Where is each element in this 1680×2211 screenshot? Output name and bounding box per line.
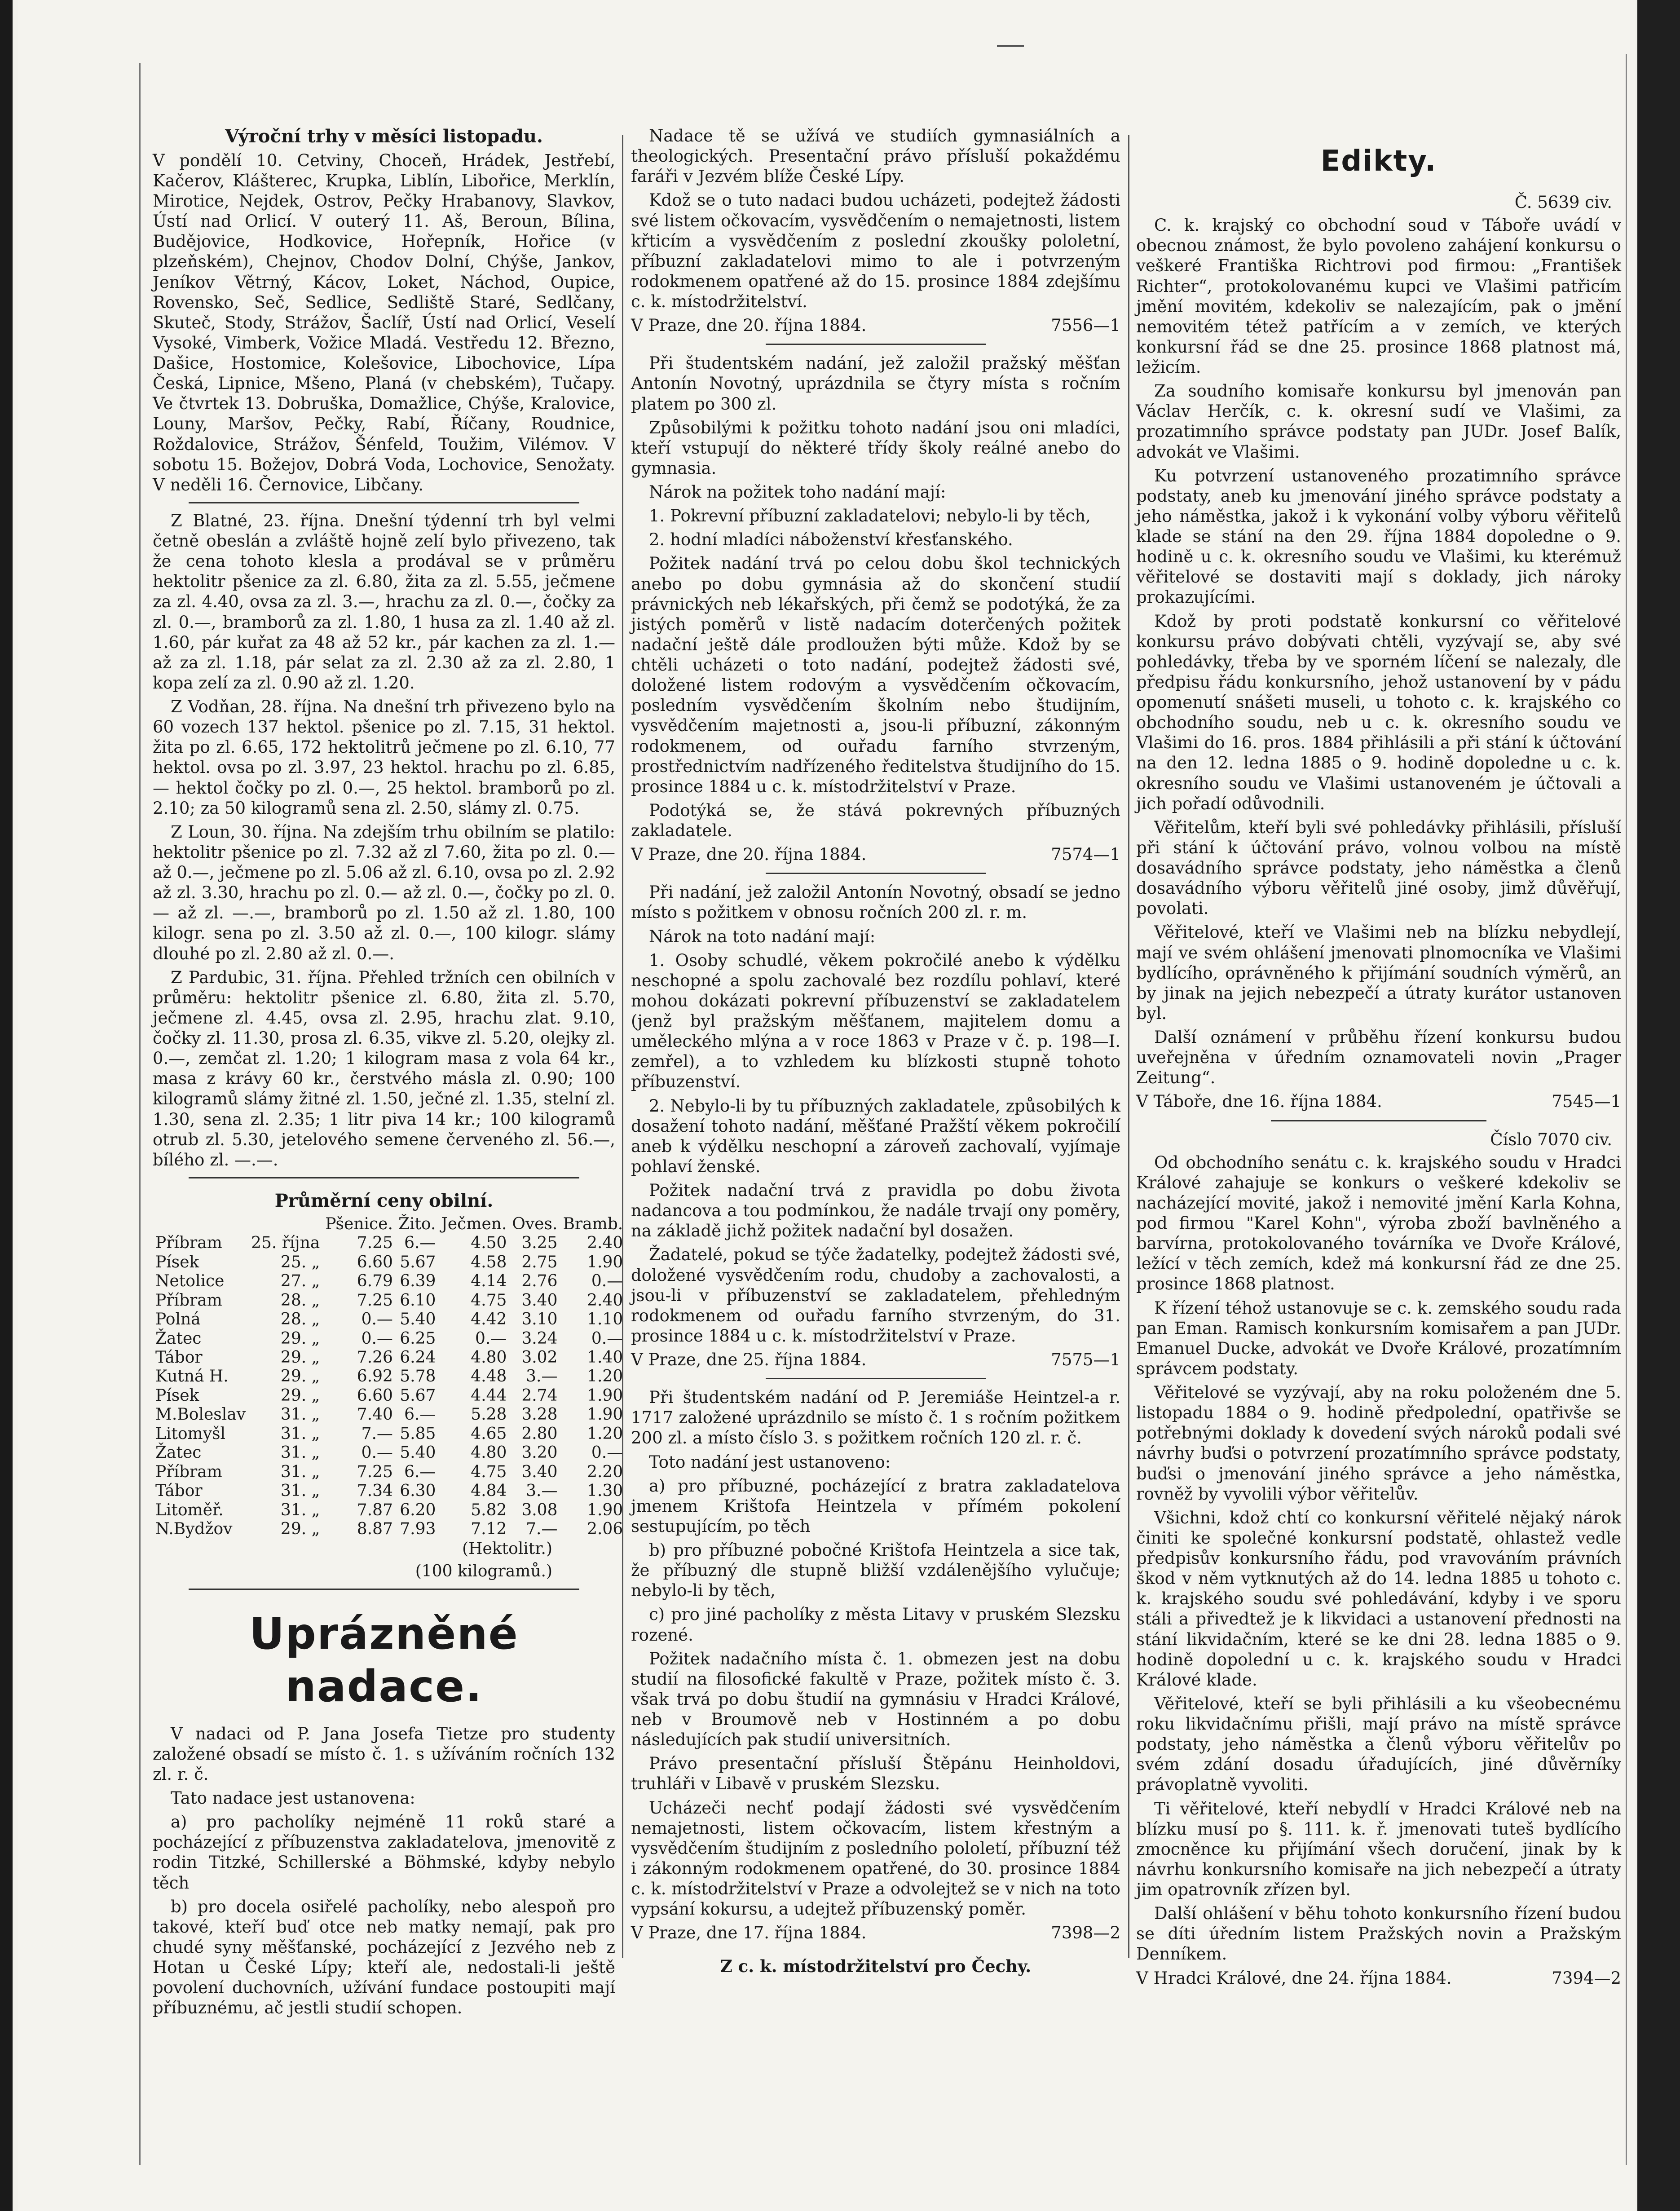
- edict-paragraph: Věřitelové se vyzývají, aby na roku položeném dne 5. listopadu 1884 o 9. hodině předpolední, opatřivše se potřebnými doklady k dovedení svých nároků podali své návrhy buďsi o potvrzení prozatímního správce podstaty, buďsi o jmenování jiného správce a jeho náměstka, rovněž by vyvolili výbor věřitelův.: [1136, 1383, 1621, 1504]
- price-table-cell: 6.39: [400, 1272, 436, 1291]
- right-margin-rule: [1626, 54, 1627, 2165]
- col2-paragraph: Ucházeči nechť podají žádosti své vysvědčením nemajetnosti, listem očkovacím, listem křestným a vysvědčením študijním z posledního pololetí, příbuzní též i zákonným rodokmenem opatřené, do 30. prosince 1884 c. k. místodržitelství v Praze a odvolejtež se v nich na toto vypsání kokursu, a udejtež příbuzenský poměr.: [631, 1798, 1120, 1919]
- edict-paragraph: Ti věřitelové, kteří nebydlí v Hradci Králové neb na blízku musí po §. 111. k. ř. jmenovati tuteš bydlícího zmocněnce ku přijímání všech doručení, jinak by k návrhu konkursního komisaře na jich nebezpečí a útraty jim opatrovník zřízen byl.: [1136, 1799, 1621, 1900]
- price-table-cell: 4.75: [471, 1291, 507, 1310]
- price-table-cell: 29. „: [280, 1520, 320, 1539]
- price-table-cell: 6.60: [357, 1253, 393, 1271]
- price-table-cell: 2.75: [521, 1253, 558, 1271]
- report-pardubice: Z Pardubic, 31. října. Přehled tržních cen obilních v průměru: hektolitr pšenice zl. 6.80, žita zl. 5.70, ječmene zl. 4.45, ovsa zl. 2.95, hrachu zlat. 9.10, čočky zl. 11.30, prosa zl. 6.35, vikve zl. 5.20, olejky zl. 0.—, zemčat zl. 1.20; 1 kilogram masa z vola 64 kr., masa z krávy 60 kr., čerstvého másla zl. 0.90; 100 kilogramů slámy žitné zl. 1.50, ječné zl. 1.35, stelní zl. 1.30, sena zl. 2.35; 1 litr piva 14 kr.; 100 kilogramů otrub zl. 5.30, jetelového semene červeného zl. 56.—, bílého zl. —.—.: [153, 967, 615, 1169]
- price-table-cell: 2.80: [521, 1424, 558, 1443]
- price-table-cell: 5.40: [400, 1310, 436, 1329]
- signature-number: 7398—2: [1051, 1923, 1120, 1943]
- edict-paragraph: Věřitelům, kteří byli své pohledávky přihlásili, přísluší při stání k účtování právo, volnou volbou na místě dosavádního správce podstaty, jeho náměstka a členů dosavádního výboru věřitelů jiné osoby, jimž důvěřují, povolati.: [1136, 817, 1621, 918]
- edict-paragraph: Kdož by proti podstatě konkursní co věřitelové konkursu právo dobývati chtěli, vyzývají se, aby své pohledávky, třeba by ve sporném líčení se nalezaly, dle předpisu řádu konkursního, jehož ustanovení by v pádu opomenutí snášeti museli, u tohoto c. k. krajského co obchodního soudu, neb u c. k. okresního soudu ve Vlašimi do 16. pros. 1884 přihlásili a při stání k účtování na den 12. ledna 1885 o 9. hodině dopoledne u c. k. okresního soudu ve Vlašimi ustanoveném je účtovali a jich pořadí odůvodnili.: [1136, 611, 1621, 813]
- price-table-cell: 6.10: [400, 1291, 436, 1310]
- price-table-row: [153, 1520, 626, 1539]
- col2-paragraph: b) pro příbuzné pobočné Krištofa Heintzela a sice tak, že příbuzný dle stupně bližší vzdálenějšího vylučuje; nebylo-li by těch,: [631, 1540, 1120, 1601]
- header-date: [248, 1215, 322, 1234]
- price-table-cell: 31. „: [280, 1405, 320, 1424]
- price-table-row: [153, 1234, 626, 1253]
- price-table-row: [153, 1329, 626, 1348]
- case-reference: Číslo 7070 civ.: [1490, 1130, 1612, 1149]
- price-table-cell: 6.60: [357, 1386, 393, 1405]
- price-table-cell: Žatec: [155, 1443, 202, 1462]
- signature-line: [1136, 1968, 1621, 1988]
- price-table-cell: 3.—: [526, 1367, 558, 1386]
- edict-paragraph: C. k. krajský co obchodní soud v Táboře uvádí v obecnou známost, že bylo povoleno zahájení konkursu o veškeré Františka Richtrovi pod firmou: „František Richter“, protokolovanému kupci ve Vlašimi patřicím jmění movitém, kdekoliv se nalezajícím, pak o jmění nemovitém tétež patřícím a v zemích, ve kterých konkursní řád se dne 25. prosince 1868 platnost má, ležicím.: [1136, 216, 1621, 377]
- header-wheat: Pšenice.: [325, 1214, 393, 1233]
- column-3: [1136, 126, 1621, 2156]
- price-table-cell: 28. „: [280, 1291, 320, 1310]
- price-table-cell: 7.34: [357, 1482, 393, 1500]
- price-table-cell: 6.30: [400, 1482, 436, 1500]
- price-table-row: [153, 1367, 626, 1386]
- tietze-paragraph-2: Tato nadace jest ustanovena:: [171, 1788, 415, 1808]
- signature-date: V Praze, dne 20. října 1884.: [631, 845, 867, 865]
- price-table-cell: 6.79: [357, 1272, 393, 1291]
- price-table-cell: 3.24: [521, 1329, 558, 1348]
- price-table-cell: 2.40: [587, 1291, 623, 1310]
- divider: [1271, 1120, 1486, 1121]
- price-table-cell: 7.—: [526, 1520, 558, 1539]
- col2-paragraph: 1. Osoby schudlé, věkem pokročilé anebo k výdělku neschopné a spolu zachovalé bez rozdílu pohlaví, které mohou dokázati pokrevní příbuzenství se zakladatelem (jenž byl pražským měšťanem, majitelem domu a uměleckého mlýna a v roce 1863 v Praze v č. p. 198—I. zemřel), a to vzhledem ku blízkosti stupně tohoto příbuzenství.: [631, 950, 1120, 1092]
- price-table-cell: Litoměř.: [155, 1500, 224, 1519]
- col2-paragraph: Požitek nadační trvá z pravidla po dobu života nadancova a tou podmínkou, že nadále trvají ony poměry, na základě jichž požitek nadační byl dosažen.: [631, 1181, 1120, 1241]
- col2-paragraph: Požitek nadání trvá po celou dobu škol technických anebo po dobu gymnásia až do skončení studií právnických neb lékařských, při čemž se podotýká, že za jistých poměrů v listě nadacím doterčených požitek nadační ještě dále prodloužen býti může. Kdož by se chtěli ucházeti o toto nadání, podejtež žádosti své, doložené listem rodovým a vysvědčením očkovacím, posledním vysvědčením školním nebo študijním, vysvědčením majetnosti a, jsou-li příbuzní, zákonným rodokmenem, od ouřadu farního stvrzeným, prostřednictvím nadřízeného ředitelstva študijního do 15. prosince 1884 u c. k. místodržitelství v Praze.: [631, 554, 1120, 796]
- price-table-cell: 0.—: [591, 1443, 623, 1462]
- price-table-cell: 3.10: [521, 1310, 558, 1329]
- price-table-cell: 6.92: [357, 1367, 393, 1386]
- col2-paragraph: Nárok na požitek toho nadání mají:: [649, 482, 946, 502]
- report-louny: Z Loun, 30. října. Na zdejším trhu obilním se platilo: hektolitr pšenice po zl. 7.32 až zl 7.60, žita po zl. 0.— až 0.—, ječmene po zl. 5.06 až zl. 6.10, ovsa po zl. 2.92 až zl. 3.30, hrachu po zl. 0.— až zl. 0.—, čočky po zl. 0.— až zl. —.—, bramborů po zl. 1.50 až zl. 1.80, 100 kilogr. sena po zl. 3.50 až zl. 0.—, 100 kilogr. slámy dlouhé po zl. 2.80 až zl. 0.—.: [153, 822, 615, 963]
- col2-paragraph: c) pro jiné pacholíky z města Litavy v pruském Slezsku rozené.: [631, 1605, 1120, 1645]
- price-table-cell: 5.40: [400, 1443, 436, 1462]
- tietze-paragraph-4: b) pro docela osiřelé pacholíky, nebo alespoň pro takové, kteří buď otce neb matky nemají, pak pro chudé syny měšťanské, pocházející z Jezvého neb z Hotan u České Lípy; kteří ale, nedostali-li ještě povolení duchovních, užívání fundace postoupiti mají příbuznému, ač jestli studií schopen.: [153, 1897, 615, 2018]
- price-table-cell: 1.10: [587, 1310, 623, 1329]
- price-table-cell: 29. „: [280, 1386, 320, 1405]
- col2-paragraph: Při nadání, jež založil Antonín Novotný, obsadí se jedno místo s požitkem v obnosu ročních 200 zl. r. m.: [631, 883, 1120, 922]
- price-table-cell: 5.78: [400, 1367, 436, 1386]
- header-place: [153, 1215, 248, 1234]
- price-table-cell: 3.—: [526, 1482, 558, 1500]
- price-table-cell: 3.20: [521, 1443, 558, 1462]
- issuer-footer: Z c. k. místodržitelství pro Čechy.: [720, 1956, 1032, 1977]
- newspaper-page: [18, 0, 1635, 2211]
- price-table-cell: 0.—: [361, 1310, 393, 1329]
- price-table-cell: 1.90: [587, 1405, 623, 1424]
- price-table-cell: 6.24: [400, 1348, 436, 1367]
- header-potatoes: Bramb.: [563, 1214, 623, 1233]
- column-rule-1: [622, 135, 623, 1958]
- price-table-header: [153, 1215, 626, 1234]
- price-table-cell: 8.87: [357, 1520, 393, 1539]
- signature-line: [631, 844, 1120, 865]
- signature-date: V Táboře, dne 16. října 1884.: [1136, 1092, 1382, 1112]
- price-table-cell: 1.20: [587, 1424, 623, 1443]
- col2-paragraph: Požitek nadačního místa č. 1. obmezen jest na dobu studií na filosofické fakultě v Praze, požitek místo č. 3. však trvá po dobu študií na gymnásiu v Hradci Králové, neb v Broumově neb v Hostinném a po dobu následujících pak studií universitních.: [631, 1649, 1120, 1750]
- price-table-cell: Žatec: [155, 1329, 202, 1348]
- price-table-cell: 2.20: [587, 1462, 623, 1481]
- price-table-cell: M.Boleslav: [155, 1405, 246, 1424]
- header-rye: Žito.: [398, 1214, 436, 1233]
- price-table-cell: 3.25: [521, 1234, 558, 1253]
- price-table-cell: 28. „: [280, 1310, 320, 1329]
- col2-paragraph: Při študentském nadání, jež založil pražský měšťan Antonín Novotný, uprázdnila se čtyry místa s ročním platem po 300 zl.: [631, 353, 1120, 414]
- col2-paragraph: Toto nadání jest ustanoveno:: [649, 1452, 891, 1472]
- edict-paragraph: Za soudního komisaře konkursu byl jmenován pan Václav Herčík, c. k. okresní sudí ve Vlašimi, za prozatimního správce podstaty pan JUDr. Josef Balík, advokát ve Vlašimi.: [1136, 381, 1621, 462]
- price-table-cell: Litomyšl: [155, 1424, 226, 1443]
- price-table-cell: 6.25: [400, 1329, 436, 1348]
- price-table-cell: 29. „: [280, 1329, 320, 1348]
- price-table-cell: 4.58: [471, 1253, 507, 1271]
- price-table-cell: 7.25: [357, 1234, 393, 1253]
- price-table-cell: 4.80: [471, 1348, 507, 1367]
- edict-paragraph: K řízení téhož ustanovuje se c. k. zemského soudu rada pan Eman. Ramisch konkursním komisařem a pan JUDr. Emanuel Ducke, advokát ve Dvoře Králové, prozatímním správcem podstaty.: [1136, 1298, 1621, 1378]
- price-table-cell: 4.80: [471, 1443, 507, 1462]
- col2-paragraph: 2. Nebylo-li by tu příbuzných zakladatele, způsobilých k dosažení tohoto nadání, měšťané Pražští věkem pokročilí aneb k výdělku neschopní a zároveň zachovalí, vyjímaje pohlaví ženské.: [631, 1096, 1120, 1176]
- price-table-cell: 3.40: [521, 1462, 558, 1481]
- price-table-cell: Příbram: [155, 1462, 222, 1481]
- divider: [189, 502, 579, 503]
- divider: [766, 344, 986, 345]
- signature-line: [631, 1923, 1120, 1943]
- price-table-cell: 29. „: [280, 1367, 320, 1386]
- price-table-cell: Polná: [155, 1310, 201, 1329]
- col2-paragraph: Právo presentační přísluší Štěpánu Heinholdovi, truhláři v Libavě v pruském Slezsku.: [631, 1754, 1120, 1794]
- col2-paragraph: Kdož se o tuto nadaci budou ucházeti, podejtež žádosti své listem očkovacím, vysvědčením o nemajetnosti, listem křticím a vysvědčením z poslední zkoušky pololetní, příbuzní zakladatelovi mimo to ale i potvrzeným rodokmenem opatřené až do 15. prosince 1884 zdejšímu c. k. místodržitelství.: [631, 190, 1120, 311]
- price-table-cell: 27. „: [280, 1272, 320, 1291]
- price-table-cell: 1.90: [587, 1500, 623, 1519]
- price-table-cell: 7.—: [361, 1424, 393, 1443]
- price-table-row: [153, 1310, 626, 1329]
- price-table-cell: 0.—: [361, 1443, 393, 1462]
- price-table-cell: 25. října: [251, 1234, 320, 1253]
- price-table-cell: Příbram: [155, 1234, 222, 1253]
- price-table-cell: 2.74: [521, 1386, 558, 1405]
- price-table-cell: 7.25: [357, 1291, 393, 1310]
- price-table-cell: 7.40: [357, 1405, 393, 1424]
- price-table-cell: 7.87: [357, 1500, 393, 1519]
- price-table-cell: 31. „: [280, 1482, 320, 1500]
- price-table-cell: Písek: [155, 1386, 199, 1405]
- signature-number: 7574—1: [1051, 845, 1120, 865]
- market-list: V pondělí 10. Cetviny, Choceň, Hrádek, Jestřebí, Kačerov, Klášterec, Krupka, Liblín, Libořice, Merklín, Mirotice, Nejdek, Ostrov, Pečky Hrabanovy, Slavkov, Ústí nad Orlicí. V outerý 11. Aš, Beroun, Bílina, Budějovice, Hodkovice, Hořepník, Hořice (v plzeňském), Chejnov, Chodov Dolní, Chýše, Jankov, Jeníkov Větrný, Kácov, Loket, Náchod, Oupice, Rovensko, Seč, Sedlice, Sedliště Staré, Sedlčany, Skuteč, Stody, Strážov, Šaclíř, Ústí nad Orlicí, Veselí Vysoké, Vimberk, Vožice Mladá. Vestředu 12. Březno, Dašice, Hostomice, Kolešovice, Libochovice, Lípa Česká, Lipnice, Mšeno, Planá (v chebském), Tučapy. Ve čtvrtek 13. Dobruška, Domažlice, Chýše, Kralovice, Louny, Maršov, Pečky, Rabí, Říčany, Roudnice, Roždalovice, Strážov, Šénfeld, Toužim, Vilémov. V sobotu 15. Božejov, Dobrá Voda, Lochovice, Senožaty. V neděli 16. Černovice, Libčany.: [153, 150, 615, 494]
- price-table-cell: 4.50: [471, 1234, 507, 1253]
- edicts-heading: Edikty.: [1320, 145, 1437, 178]
- signature-line: [631, 315, 1120, 335]
- signature-number: 7575—1: [1051, 1350, 1120, 1369]
- edict-paragraph: Další oznámení v průběhu řízení konkursu budou uveřejněna v úředním oznamovateli novin „Prager Zeitung“.: [1136, 1028, 1621, 1088]
- divider: [189, 1589, 579, 1590]
- signature-date: V Praze, dne 25. října 1884.: [631, 1350, 867, 1369]
- price-table: [153, 1215, 626, 1539]
- col2-paragraph: Nadace tě se užívá ve studiích gymnasiálních a theologických. Presentační právo přísluší pokaždému faráři v Jezvém blíže České Lípy.: [631, 126, 1120, 186]
- price-table-cell: 6.—: [404, 1234, 436, 1253]
- price-table-cell: Tábor: [155, 1348, 203, 1367]
- price-table-cell: 5.82: [471, 1500, 507, 1519]
- price-table-cell: 3.28: [521, 1405, 558, 1424]
- column-rule-2: [1128, 135, 1129, 1958]
- edict-paragraph: Ku potvrzení ustanoveného prozatimního správce podstaty, aneb ku jmenování jiného správce podstaty a jeho náměstka, jakož i k vykonání volby výboru věřitelů klade se stání na den 29. října 1884 dopoledne o 9. hodině u c. k. okresního soudu ve Vlašimi, ku kterémuž věřitelové se dostaviti mají s doklady, jich nároky prokazujícími.: [1136, 466, 1621, 607]
- price-table-cell: 5.67: [400, 1253, 436, 1271]
- price-table-cell: 0.—: [475, 1329, 507, 1348]
- price-table-cell: 1.90: [587, 1253, 623, 1271]
- signature-date: V Hradci Králové, dne 24. října 1884.: [1136, 1968, 1452, 1988]
- price-table-cell: 31. „: [280, 1500, 320, 1519]
- edict-paragraph: Další ohlášení v běhu tohoto konkursního řízení budou se díti úředním listem Pražských novin a Pražským Denníkem.: [1136, 1904, 1621, 1964]
- price-table-cell: Tábor: [155, 1482, 203, 1500]
- price-table-cell: 4.14: [471, 1272, 507, 1291]
- divider: [189, 1177, 579, 1178]
- price-table-cell: 2.06: [587, 1520, 623, 1539]
- market-heading: Výroční trhy v měsíci listopadu.: [225, 126, 543, 147]
- price-table-cell: 6.20: [400, 1500, 436, 1519]
- tietze-paragraph-3: a) pro pacholíky nejméně 11 roků staré a pocházející z příbuzenstva zakladatelova, jmenovitě z rodin Titzké, Schillerské a Böhmské, kdyby nebylo těch: [153, 1812, 615, 1893]
- tietze-paragraph-1: V nadaci od P. Jana Josefa Tietze pro studenty založené obsadí se místo č. 1. s užíváním ročních 132 zl. r. č.: [153, 1724, 615, 1784]
- price-table-row: [153, 1405, 626, 1424]
- scan-edge-left: [0, 0, 13, 2211]
- price-table-row: [153, 1463, 626, 1482]
- price-table-row: [153, 1348, 626, 1367]
- price-table-row: [153, 1386, 626, 1405]
- signature-number: 7545—1: [1552, 1092, 1621, 1112]
- price-table-cell: 5.28: [471, 1405, 507, 1424]
- price-table-cell: 4.75: [471, 1462, 507, 1481]
- price-table-row: [153, 1425, 626, 1443]
- price-table-cell: 31. „: [280, 1424, 320, 1443]
- price-table-row: [153, 1291, 626, 1310]
- price-table-cell: 1.30: [587, 1482, 623, 1500]
- price-table-cell: 4.84: [471, 1482, 507, 1500]
- edict-paragraph: Od obchodního senátu c. k. krajského soudu v Hradci Králové zahajuje se konkurs o veškeré kdekoliv se nacházející movité, jakož i nemovité jmění Karla Kohna, pod firmou "Karel Kohn", výroba zboží bavlněného a barvírna, protokolovaného továrníka ve Dvoře Králové, ležící v těch zemích, kdež má konkursní řád ze dne 25. prosince 1868 platnost.: [1136, 1152, 1621, 1294]
- price-table-row: [153, 1501, 626, 1520]
- price-table-cell: 25. „: [280, 1253, 320, 1271]
- edict-paragraph: Všichni, kdož chtí co konkursní věřitelé nějaký nárok činiti ke společné konkursní podstatě, ohlastež vedle předpisův konkursního řádu, pod vravováním právních škod v něm vytknutých až do 14. ledna 1885 u tohoto c. k. krajského soudu své pohledávání, kdyby i ve sporu stáli a přivedtež je k likvidaci a ustanovení přednosti na stání likvidačním, které se ke dni 28. ledna 1885 o 9. hodině dopolední u c. k. krajského soudu v Hradci Králové klade.: [1136, 1508, 1621, 1690]
- price-table-cell: 29. „: [280, 1348, 320, 1367]
- price-table-cell: 4.65: [471, 1424, 507, 1443]
- price-table-cell: Písek: [155, 1253, 199, 1271]
- scan-edge-right: [1637, 0, 1680, 2211]
- divider: [766, 873, 986, 874]
- col2-paragraph: Způsobilými k požitku tohoto nadání jsou oni mladíci, kteří vstupují do některé třídy školy reálné anebo do gymnasia.: [631, 418, 1120, 478]
- col2-paragraph: 1. Pokrevní příbuzní zakladatelovi; nebylo-li by těch,: [649, 506, 1091, 526]
- price-table-cell: 1.40: [587, 1348, 623, 1367]
- divider: [766, 1378, 986, 1379]
- header-barley: Ječmen.: [441, 1214, 507, 1233]
- price-table-cell: 0.—: [361, 1329, 393, 1348]
- price-table-row: [153, 1253, 626, 1272]
- price-table-cell: 3.40: [521, 1291, 558, 1310]
- left-margin-rule: [139, 63, 141, 2165]
- signature-date: V Praze, dne 17. října 1884.: [631, 1923, 867, 1943]
- price-table-cell: 7.25: [357, 1462, 393, 1481]
- price-units: (Hektolitr.): [462, 1539, 552, 1558]
- price-table-cell: 7.12: [471, 1520, 507, 1539]
- signature-line: [1136, 1091, 1621, 1112]
- signature-number: 7394—2: [1552, 1968, 1621, 1988]
- column-1: [153, 126, 623, 2156]
- header-oats: Oves.: [512, 1214, 558, 1233]
- signature-number: 7556—1: [1051, 316, 1120, 335]
- price-table-cell: Příbram: [155, 1291, 222, 1310]
- price-table-cell: 3.02: [521, 1348, 558, 1367]
- case-reference: Č. 5639 civ.: [1514, 193, 1612, 212]
- price-table-cell: 5.85: [400, 1424, 436, 1443]
- price-table-cell: 5.67: [400, 1386, 436, 1405]
- col2-paragraph: Nárok na toto nadání mají:: [649, 927, 876, 946]
- price-table-cell: 7.26: [357, 1348, 393, 1367]
- price-table-cell: Netolice: [155, 1272, 225, 1291]
- col2-paragraph: a) pro příbuzné, pocházející z bratra zakladatelova jmenem Krištofa Heintzela v přímém pokolení sestupujícím, po těch: [631, 1476, 1120, 1536]
- col2-paragraph: Žadatelé, pokud se týče žadatelky, podejtež žádosti své, doložené vysvědčením rodu, chudoby a zachovalosti, a jsou-li v příbuzenství se zakladatelem, přehledným rodokmenem od ouřadu farního stvrzeným, do 31. prosince 1884 u c. k. místodržitelství v Praze.: [631, 1245, 1120, 1346]
- price-table-cell: 0.—: [591, 1329, 623, 1348]
- price-table-cell: 6.—: [404, 1462, 436, 1481]
- price-table-cell: 2.76: [521, 1272, 558, 1291]
- price-table-cell: 31. „: [280, 1462, 320, 1481]
- price-table-cell: Kutná H.: [155, 1367, 229, 1386]
- column-2: [631, 126, 1120, 2156]
- edict-paragraph: Věřitelové, kteří se byli přihlásili a ku všeobecnému roku likvidačnímu přišli, mají právo na místě správce podstaty, jeho náměstka a členů výboru věřitelův po svém zdání dosadu úřadujících, jiné důvěrníky právoplatně vyvoliti.: [1136, 1694, 1621, 1795]
- vacant-endowments-heading: Uprázněné nadace.: [249, 1608, 519, 1712]
- price-table-body: [153, 1234, 626, 1539]
- col2-paragraph: 2. hodní mladíci náboženství křesťanského.: [649, 530, 1013, 550]
- top-mark: [997, 45, 1024, 47]
- price-table-row: [153, 1272, 626, 1291]
- price-table-cell: 1.90: [587, 1386, 623, 1405]
- report-vodnany: Z Vodňan, 28. října. Na dnešní trh přivezeno bylo na 60 vozech 137 hektol. pšenice po zl. 7.15, 31 hektol. žita po zl. 6.65, 172 hektolitrů ječmene po zl. 6.10, 77 hektol. ovsa po zl. 3.97, 23 hektol. hrachu po zl. 6.85, — hektol čočky po zl. 0.—, 25 hektol. bramborů po zl. 2.10; za 50 kilogramů sena zl. 2.50, slámy zl. 0.75.: [153, 697, 615, 818]
- signature-line: [631, 1350, 1120, 1370]
- edict-paragraph: Věřitelové, kteří ve Vlašimi neb na blízku nebydlejí, mají ve svém ohlášení jmenovati plnomocníka ve Vlašimi bydlícího, oprávněného k přijímání soudních výměrů, an by jinak na jejich nebezpečí a útraty kurátor ustanoven byl.: [1136, 922, 1621, 1023]
- price-table-cell: 2.40: [587, 1234, 623, 1253]
- report-blatna: Z Blatné, 23. října. Dnešní týdenní trh byl velmi četně obeslán a zvláště hojně zelí bylo přivezeno, tak že cena tohoto klesla a prodával se v průměru hektolitr pšenice za zl. 6.80, žita za zl. 5.55, ječmene za zl. 4.40, ovsa za zl. 3.—, hrachu za zl. 0.—, čočky za zl. 0.—, bramborů za zl. 1.80, 1 husa za zl. 1.40 až zl. 1.60, pár kuřat za 48 až 52 kr., pár kachen za zl. 1.— až za zl. 1.18, pár selat za zl. 2.30 až za zl. 2.80, 1 kopa zelí za zl. 0.90 až zl. 1.20.: [153, 511, 615, 693]
- price-table-title: Průměrní ceny obilní.: [274, 1190, 494, 1211]
- price-table-cell: 0.—: [591, 1272, 623, 1291]
- price-table-row: [153, 1482, 626, 1500]
- price-table-cell: 3.08: [521, 1500, 558, 1519]
- price-table-cell: 4.48: [471, 1367, 507, 1386]
- col2-paragraph: Podotýká se, že stává pokrevných příbuzných zakladatele.: [631, 800, 1120, 840]
- price-table-cell: 4.44: [471, 1386, 507, 1405]
- price-table-cell: 4.42: [471, 1310, 507, 1329]
- price-table-cell: 1.20: [587, 1367, 623, 1386]
- price-table-cell: 7.93: [400, 1520, 436, 1539]
- price-table-row: [153, 1443, 626, 1462]
- price-table-cell: N.Bydžov: [155, 1520, 233, 1539]
- price-units-bottom: (100 kilogramů.): [415, 1562, 552, 1580]
- price-table-cell: 6.—: [404, 1405, 436, 1424]
- signature-date: V Praze, dne 20. října 1884.: [631, 316, 867, 335]
- col2-paragraph: Při študentském nadání od P. Jeremiáše Heintzel-a r. 1717 založené uprázdnilo se místo č. 1 s ročním požitkem 200 zl. a místo číslo 3. s požitkem ročních 120 zl. r. č.: [631, 1388, 1120, 1448]
- price-table-cell: 31. „: [280, 1443, 320, 1462]
